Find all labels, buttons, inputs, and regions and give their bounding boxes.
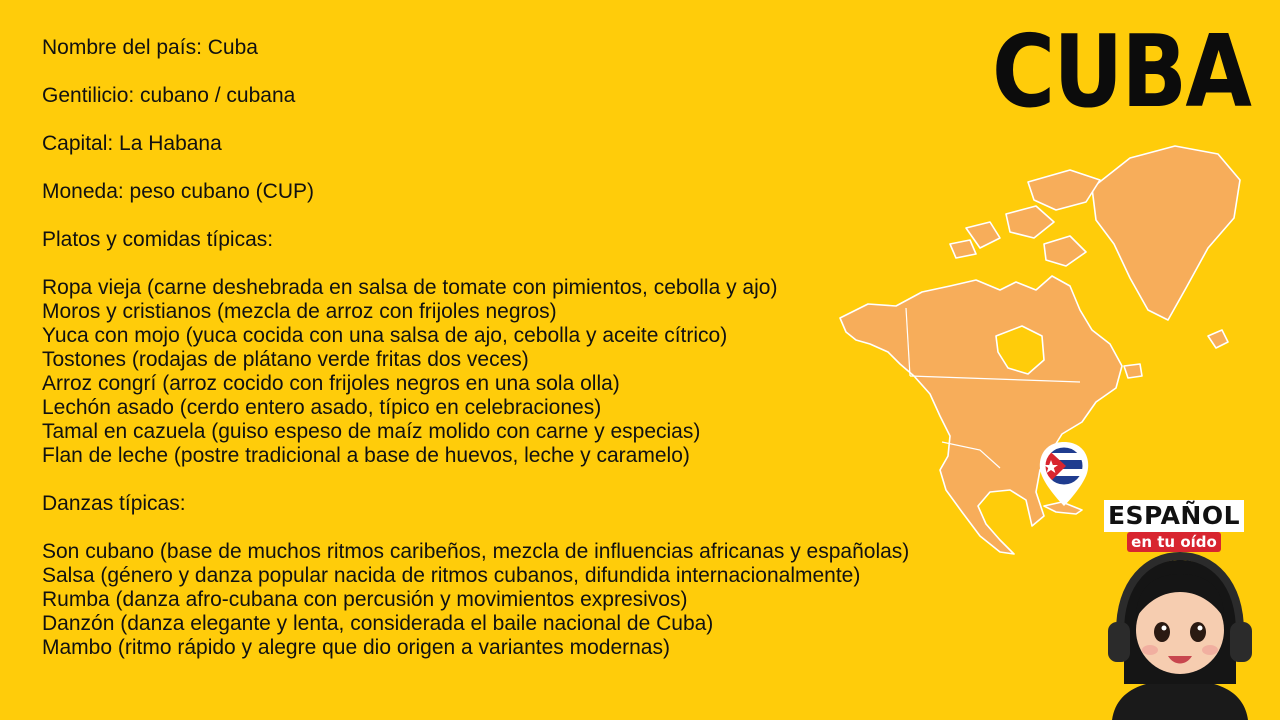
headphones-girl-avatar <box>1090 552 1270 720</box>
logo-bottom-text: en tu oído <box>1127 532 1221 552</box>
list-item: Ropa vieja (carne deshebrada en salsa de tomate con pimientos, cebolla y ajo) <box>42 276 778 299</box>
dishes-heading: Platos y comidas típicas: <box>42 228 274 251</box>
espanol-en-tu-oido-logo <box>1104 500 1244 552</box>
list-item: Son cubano (base de muchos ritmos caribeños, mezcla de influencias africanas y españolas) <box>42 540 910 563</box>
list-item: Yuca con mojo (yuca cocida con una salsa de ajo, cebolla y aceite cítrico) <box>42 324 728 347</box>
arctic-island-shape <box>1028 170 1100 210</box>
island-shape <box>1124 364 1142 378</box>
cuba-flag-pin-icon <box>1040 442 1088 506</box>
fact-capital: Capital: La Habana <box>42 132 222 155</box>
list-item: Flan de leche (postre tradicional a base de huevos, leche y caramelo) <box>42 444 690 467</box>
fact-demonym: Gentilicio: cubano / cubana <box>42 84 296 107</box>
north-america-map <box>830 140 1260 560</box>
arctic-island-shape <box>1044 236 1086 266</box>
list-item: Rumba (danza afro-cubana con percusión y movimientos expresivos) <box>42 588 688 611</box>
list-item: Danzón (danza elegante y lenta, considerada el baile nacional de Cuba) <box>42 612 714 635</box>
arctic-island-shape <box>1006 206 1054 238</box>
arctic-island-shape <box>950 240 976 258</box>
fact-country-name: Nombre del país: Cuba <box>42 36 258 59</box>
island-shape <box>1208 330 1228 348</box>
list-item: Tamal en cazuela (guiso espeso de maíz molido con carne y especias) <box>42 420 701 443</box>
list-item: Tostones (rodajas de plátano verde fritas dos veces) <box>42 348 529 371</box>
dances-heading: Danzas típicas: <box>42 492 186 515</box>
greenland-shape <box>1092 146 1240 320</box>
list-item: Arroz congrí (arroz cocido con frijoles negros en una sola olla) <box>42 372 620 395</box>
list-item: Mambo (ritmo rápido y alegre que dio origen a variantes modernas) <box>42 636 670 659</box>
list-item: Moros y cristianos (mezcla de arroz con frijoles negros) <box>42 300 557 323</box>
list-item: Lechón asado (cerdo entero asado, típico en celebraciones) <box>42 396 602 419</box>
fact-currency: Moneda: peso cubano (CUP) <box>42 180 314 203</box>
logo-top-text: ESPAÑOL <box>1104 500 1244 532</box>
page-title: CUBA <box>991 13 1250 130</box>
list-item: Salsa (género y danza popular nacida de ritmos cubanos, difundida internacionalmente) <box>42 564 861 587</box>
